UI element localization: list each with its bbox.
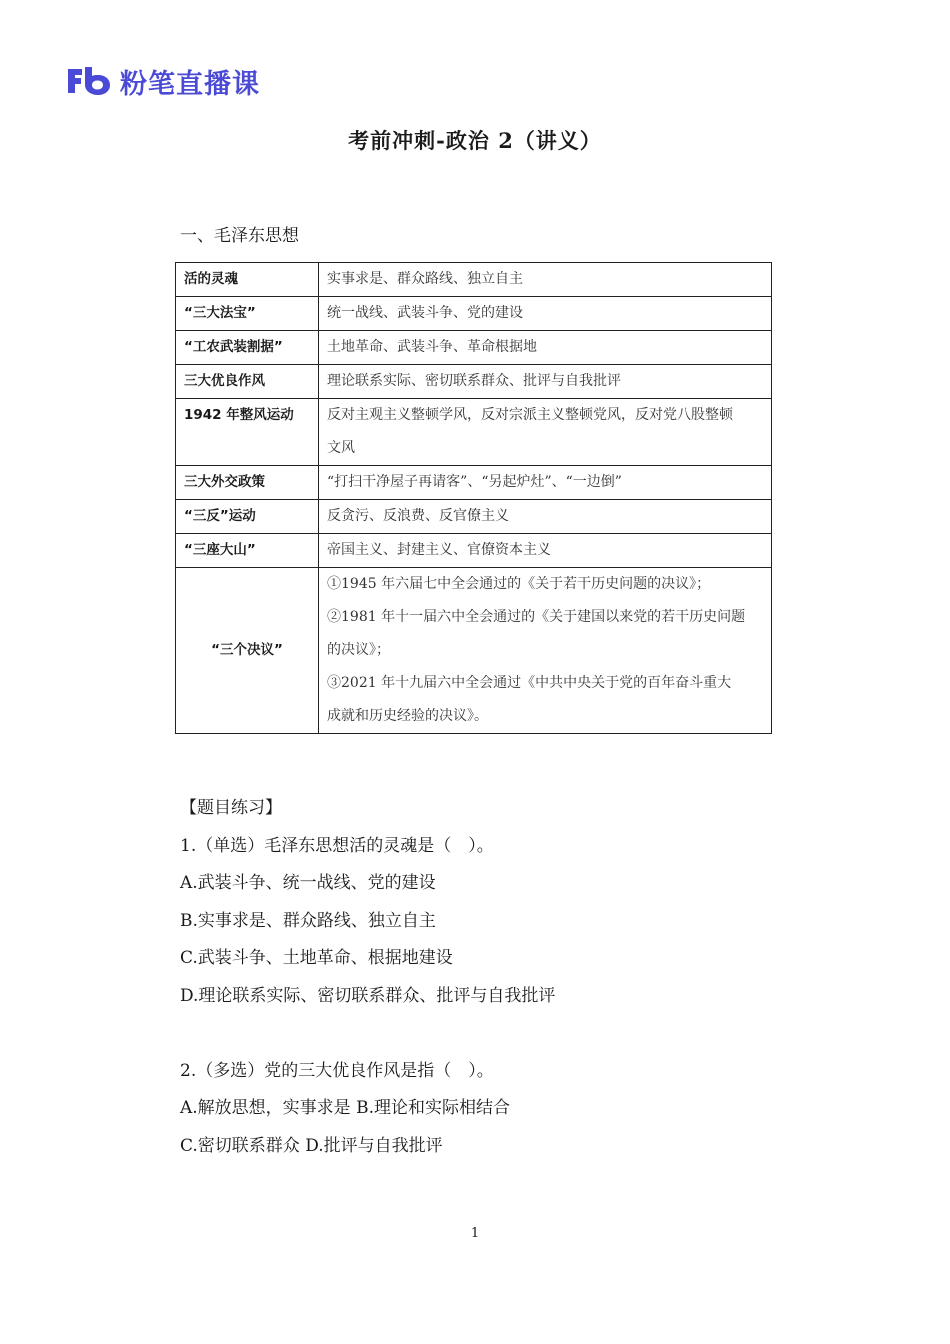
row-key: “三反”运动	[176, 500, 319, 534]
table-row	[176, 331, 772, 365]
table-row	[176, 568, 772, 734]
option-a: A.解放思想，实事求是	[180, 1098, 351, 1118]
row-key: “三个决议”	[176, 568, 319, 734]
option-d: D.批评与自我批评	[305, 1135, 443, 1156]
summary-table	[175, 262, 772, 734]
option-c: C.密切联系群众	[180, 1135, 300, 1156]
row-key: “工农武装割据”	[176, 331, 319, 365]
row-value: ①1945 年六届七中全会通过的《关于若干历史问题的决议》； ②1981 年十一届六中全会通过的《关于建国以来党的若干历史问题 的决议》； ③2021 年十九届六中全会通过《中共中央关于党的百年奋斗重大 成就和历史经验的决议》。	[319, 568, 772, 734]
row-key: “三座大山”	[176, 534, 319, 568]
option-b: B.实事求是、群众路线、独立自主	[180, 910, 436, 931]
table-row	[176, 365, 772, 399]
row-key: 三大优良作风	[176, 365, 319, 399]
option-a: A.武装斗争、统一战线、党的建设	[180, 873, 436, 893]
fb-logo-icon	[66, 65, 112, 97]
row-value: 反对主观主义整顿学风，反对宗派主义整顿党风，反对党八股整顿 文风	[319, 399, 772, 466]
row-value: “打扫干净屋子再请客”、“另起炉灶”、“一边倒”	[319, 466, 772, 500]
row-key: 1942 年整风运动	[176, 399, 319, 466]
row-key: 三大外交政策	[176, 466, 319, 500]
row-value: 反贪污、反浪费、反官僚主义	[319, 500, 772, 534]
practice-heading: 【题目练习】	[180, 798, 282, 818]
row-value: 实事求是、群众路线、独立自主	[319, 263, 772, 297]
section-heading: 一、毛泽东思想	[180, 226, 299, 246]
row-value: 统一战线、武装斗争、党的建设	[319, 297, 772, 331]
row-key: “三大法宝”	[176, 297, 319, 331]
page-number: 1	[470, 1226, 480, 1241]
row-value: 理论联系实际、密切联系群众、批评与自我批评	[319, 365, 772, 399]
question-stem: 2.（多选）党的三大优良作风是指（ ）。	[180, 1060, 494, 1081]
practice-section	[180, 790, 555, 1165]
row-key: 活的灵魂	[176, 263, 319, 297]
table-row	[176, 500, 772, 534]
option-d: D.理论联系实际、密切联系群众、批评与自我批评	[180, 985, 556, 1006]
page-title: 考前冲刺-政治 2（讲义）	[348, 128, 602, 153]
brand-logo	[66, 63, 260, 99]
table-row	[176, 399, 772, 466]
option-row	[180, 1090, 555, 1128]
table-row	[176, 466, 772, 500]
table-row	[176, 263, 772, 297]
question-stem: 1.（单选）毛泽东思想活的灵魂是（ ）。	[180, 835, 494, 856]
option-b: B.理论和实际相结合	[356, 1098, 510, 1118]
table-row	[176, 297, 772, 331]
row-value: 帝国主义、封建主义、官僚资本主义	[319, 534, 772, 568]
row-value: 土地革命、武装斗争、革命根据地	[319, 331, 772, 365]
option-c: C.武装斗争、土地革命、根据地建设	[180, 948, 453, 968]
table-row	[176, 534, 772, 568]
spacer	[180, 1015, 555, 1053]
option-row	[180, 1128, 555, 1166]
brand-name: 粉笔直播课	[120, 68, 260, 100]
